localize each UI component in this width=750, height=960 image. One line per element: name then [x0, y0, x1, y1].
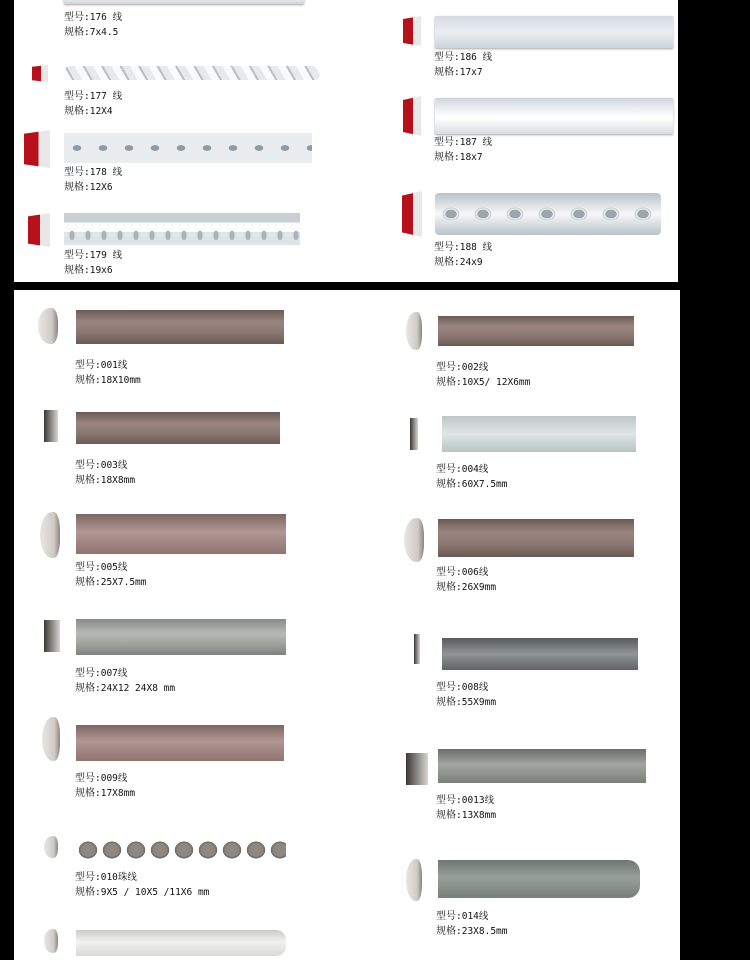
molding-strip-image — [438, 860, 640, 898]
product-014[interactable] — [394, 855, 679, 950]
model-label: 型号 — [75, 562, 95, 573]
model-label: 型号 — [75, 773, 95, 784]
product-005[interactable] — [14, 510, 314, 600]
model-value: :177 线 — [84, 91, 123, 102]
model-value: :003线 — [95, 460, 128, 471]
model-label: 型号 — [436, 911, 456, 922]
spec-value: :17X8mm — [95, 788, 136, 799]
spec-value: :24X12 24X8 mm — [95, 683, 176, 694]
model-value: :006线 — [456, 567, 489, 578]
spec-value: :12X4 — [84, 106, 113, 117]
model-label: 型号 — [436, 362, 456, 373]
molding-strip-image — [64, 0, 304, 4]
model-label: 型号 — [436, 682, 456, 693]
product-caption — [436, 462, 507, 492]
product-0013[interactable] — [394, 745, 679, 835]
spec-label: 规格 — [64, 106, 84, 117]
spec-label: 规格 — [436, 582, 456, 593]
spec-label: 规格 — [75, 577, 95, 588]
product-next-partial[interactable] — [14, 925, 314, 960]
profile-sample-image — [44, 929, 58, 953]
molding-strip-image — [76, 838, 286, 862]
profile-sample-image — [44, 620, 60, 652]
model-label: 型号 — [75, 668, 95, 679]
molding-strip-image — [76, 725, 284, 761]
spec-value: :19x6 — [84, 265, 113, 276]
profile-sample-image — [24, 130, 50, 168]
spec-label: 规格 — [75, 375, 95, 386]
spec-label: 规格 — [75, 475, 95, 486]
model-value: :188 线 — [454, 242, 493, 253]
product-188[interactable] — [399, 185, 678, 277]
molding-strip-image — [64, 66, 320, 80]
model-label: 型号 — [64, 12, 84, 23]
product-caption — [75, 560, 146, 590]
catalog-panel-bottom — [14, 290, 680, 960]
spec-value: :7x4.5 — [84, 27, 119, 38]
model-value: :007线 — [95, 668, 128, 679]
model-value: :179 线 — [84, 250, 123, 261]
product-caption — [436, 680, 496, 710]
profile-sample-image — [403, 96, 421, 136]
model-value: :014线 — [456, 911, 489, 922]
molding-strip-image — [64, 133, 312, 163]
profile-sample-image — [402, 191, 422, 237]
profile-sample-image — [404, 518, 424, 562]
product-179[interactable] — [14, 205, 334, 280]
spec-value: :25X7.5mm — [95, 577, 147, 588]
profile-sample-image — [40, 512, 60, 558]
product-177[interactable] — [14, 60, 334, 120]
spec-value: :18X10mm — [95, 375, 141, 386]
molding-strip-image — [438, 749, 646, 783]
spec-value: :9X5 / 10X5 /11X6 mm — [95, 887, 210, 898]
profile-sample-image — [410, 418, 418, 450]
profile-sample-image — [406, 753, 428, 785]
model-value: :186 线 — [454, 52, 493, 63]
profile-sample-image — [406, 859, 422, 901]
spec-label: 规格 — [75, 788, 95, 799]
molding-strip-image — [64, 213, 300, 245]
profile-sample-image — [32, 65, 48, 82]
molding-strip-image — [76, 619, 286, 655]
model-label: 型号 — [436, 567, 456, 578]
product-006[interactable] — [394, 515, 679, 605]
molding-strip-image — [435, 98, 673, 134]
product-008[interactable] — [394, 630, 679, 720]
profile-sample-image — [403, 16, 421, 46]
product-176[interactable] — [14, 0, 334, 45]
model-value: :178 线 — [84, 167, 123, 178]
spec-value: :18X8mm — [95, 475, 136, 486]
product-caption — [75, 458, 135, 488]
spec-value: :10X5/ 12X6mm — [456, 377, 531, 388]
model-value: :002线 — [456, 362, 489, 373]
product-002[interactable] — [394, 308, 679, 398]
spec-label: 规格 — [436, 810, 456, 821]
model-label: 型号 — [434, 137, 454, 148]
product-caption — [436, 793, 496, 823]
product-caption — [434, 135, 492, 165]
molding-strip-image — [435, 193, 661, 235]
molding-strip-image — [435, 16, 673, 48]
profile-sample-image — [44, 410, 58, 442]
molding-strip-image — [442, 416, 636, 452]
product-186[interactable] — [399, 10, 678, 80]
model-label: 型号 — [75, 460, 95, 471]
spec-value: :17x7 — [454, 67, 483, 78]
spec-label: 规格 — [436, 697, 456, 708]
model-value: :008线 — [456, 682, 489, 693]
spec-label: 规格 — [436, 377, 456, 388]
product-caption — [436, 565, 496, 595]
product-caption — [434, 240, 492, 270]
spec-value: :60X7.5mm — [456, 479, 508, 490]
molding-strip-image — [76, 514, 286, 554]
product-187[interactable] — [399, 90, 678, 165]
spec-label: 规格 — [75, 887, 95, 898]
model-value: :0013线 — [456, 795, 495, 806]
product-caption — [64, 248, 122, 278]
product-caption — [64, 89, 122, 119]
molding-strip-image — [76, 310, 284, 344]
spec-label: 规格 — [75, 683, 95, 694]
model-label: 型号 — [436, 795, 456, 806]
product-caption — [434, 50, 492, 80]
model-label: 型号 — [75, 872, 95, 883]
product-caption — [436, 360, 530, 390]
model-label: 型号 — [64, 250, 84, 261]
model-label: 型号 — [434, 242, 454, 253]
product-caption — [75, 666, 175, 696]
profile-sample-image — [44, 836, 58, 858]
molding-strip-image — [438, 316, 634, 346]
product-caption — [64, 165, 122, 195]
model-value: :001线 — [95, 360, 128, 371]
spec-label: 规格 — [436, 479, 456, 490]
spec-value: :18x7 — [454, 152, 483, 163]
spec-label: 规格 — [64, 265, 84, 276]
model-value: :005线 — [95, 562, 128, 573]
product-003[interactable] — [14, 405, 314, 495]
profile-sample-image — [414, 634, 420, 664]
model-value: :009线 — [95, 773, 128, 784]
spec-value: :12X6 — [84, 182, 113, 193]
spec-label: 规格 — [434, 257, 454, 268]
profile-sample-image — [406, 312, 422, 350]
product-178[interactable] — [14, 125, 334, 195]
spec-label: 规格 — [434, 67, 454, 78]
model-label: 型号 — [64, 167, 84, 178]
spec-value: :23X8.5mm — [456, 926, 508, 937]
product-001[interactable] — [14, 302, 314, 392]
product-caption — [75, 358, 141, 388]
model-label: 型号 — [75, 360, 95, 371]
product-caption — [75, 771, 135, 801]
model-value: :187 线 — [454, 137, 493, 148]
molding-strip-image — [76, 412, 280, 444]
product-caption — [75, 870, 209, 900]
spec-label: 规格 — [436, 926, 456, 937]
molding-strip-image — [442, 638, 638, 670]
model-label: 型号 — [436, 464, 456, 475]
model-value: :010珠线 — [95, 872, 137, 883]
product-004[interactable] — [394, 410, 679, 500]
product-caption — [436, 909, 507, 939]
profile-sample-image — [38, 308, 58, 344]
product-010[interactable] — [14, 830, 314, 910]
molding-strip-image — [76, 930, 286, 956]
product-007[interactable] — [14, 615, 314, 705]
product-009[interactable] — [14, 715, 314, 810]
spec-label: 规格 — [64, 182, 84, 193]
model-label: 型号 — [434, 52, 454, 63]
spec-label: 规格 — [64, 27, 84, 38]
model-label: 型号 — [64, 91, 84, 102]
profile-sample-image — [42, 717, 60, 761]
model-value: :004线 — [456, 464, 489, 475]
spec-label: 规格 — [434, 152, 454, 163]
product-caption — [64, 10, 122, 40]
molding-strip-image — [438, 519, 634, 557]
profile-sample-image — [28, 213, 50, 247]
spec-value: :13X8mm — [456, 810, 497, 821]
catalog-panel-top — [14, 0, 678, 282]
spec-value: :55X9mm — [456, 697, 497, 708]
spec-value: :26X9mm — [456, 582, 497, 593]
spec-value: :24x9 — [454, 257, 483, 268]
model-value: :176 线 — [84, 12, 123, 23]
